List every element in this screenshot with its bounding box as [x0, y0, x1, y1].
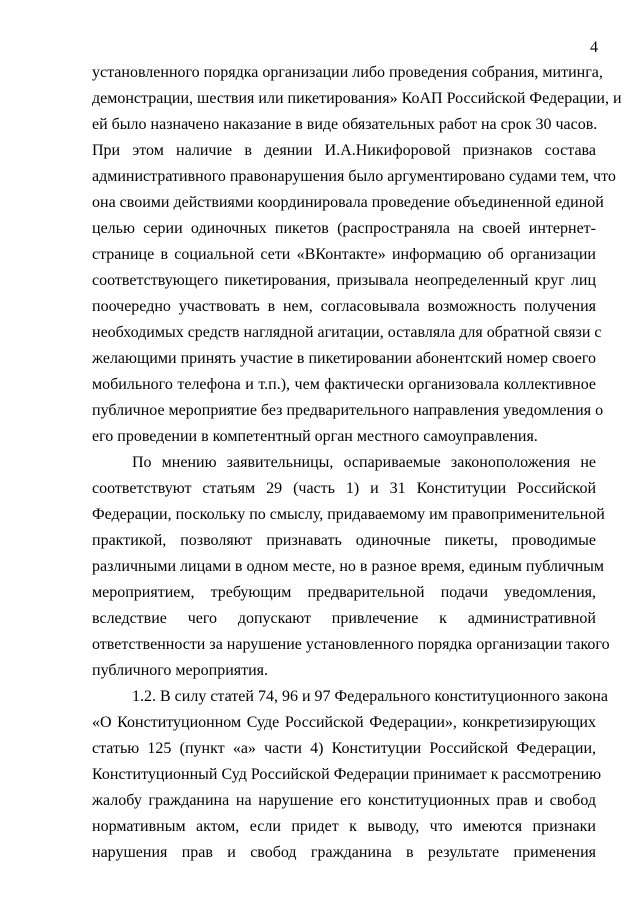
text-line: различными лицами в одном месте, но в разное время, единым публичным	[92, 558, 605, 575]
text-line: «О Конституционном Суде Российской Федерации», конкретизирующих	[92, 714, 596, 731]
text-line: статью 125 (пункт «а» части 4) Конституции Российской Федерации,	[92, 740, 596, 757]
text-line: практикой, позволяют признавать одиночные пикеты, проводимые	[92, 532, 596, 549]
text-line: Федерации, поскольку по смыслу, придаваемому им правоприменительной	[92, 506, 605, 523]
text-line: вследствие чего допускают привлечение к административной	[92, 610, 596, 627]
text-line: необходимых средств наглядной агитации, оставляла для обратной связи с	[92, 324, 602, 341]
text-line: жалобу гражданина на нарушение его конституционных прав и свобод	[92, 792, 596, 809]
text-line: публичного мероприятия.	[92, 662, 269, 679]
text-line: Конституционный Суд Российской Федерации принимает к рассмотрению	[92, 766, 602, 783]
text-line: установленного порядка организации либо проведения собрания, митинга,	[92, 64, 603, 81]
text-line: целью серии одиночных пикетов (распространяла на своей интернет-	[92, 220, 596, 237]
text-line: странице в социальной сети «ВКонтакте» информацию об организации	[92, 246, 596, 263]
text-line: публичное мероприятие без предварительного направления уведомления о	[92, 402, 604, 419]
text-line: мероприятием, требующим предварительной подачи уведомления,	[92, 584, 596, 601]
text-line: 1.2. В силу статей 74, 96 и 97 Федерального конституционного закона	[132, 688, 608, 705]
text-line: соответствуют статьям 29 (часть 1) и 31 Конституции Российской	[92, 480, 596, 497]
text-line: По мнению заявительницы, оспариваемые законоположения не	[132, 454, 596, 471]
text-line: мобильного телефона и т.п.), чем фактически организовала коллективное	[92, 376, 596, 393]
text-line: ответственности за нарушение установленного порядка организации такого	[92, 636, 610, 653]
text-line: демонстрации, шествия или пикетирования» КоАП Российской Федерации, и	[92, 90, 622, 107]
text-line: поочередно участвовать в нем, согласовывала возможность получения	[92, 298, 596, 315]
text-line: желающими принять участие в пикетировании абонентский номер своего	[92, 350, 596, 367]
text-line: При этом наличие в деянии И.А.Никифоровой признаков состава	[92, 142, 596, 159]
text-line: его проведении в компетентный орган местного самоуправления.	[92, 428, 538, 445]
text-line: ей было назначено наказание в виде обязательных работ на срок 30 часов.	[92, 116, 598, 133]
text-line: нарушения прав и свобод гражданина в результате применения	[92, 844, 596, 861]
text-line: она своими действиями координировала проведение объединенной единой	[92, 194, 604, 211]
page-number: 4	[590, 39, 598, 56]
text-line: нормативным актом, если придет к выводу, что имеются признаки	[92, 818, 596, 835]
text-line: соответствующего пикетирования, призывала неопределенный круг лиц	[92, 272, 596, 289]
text-line: административного правонарушения было аргументировано судами тем, что	[92, 168, 616, 185]
